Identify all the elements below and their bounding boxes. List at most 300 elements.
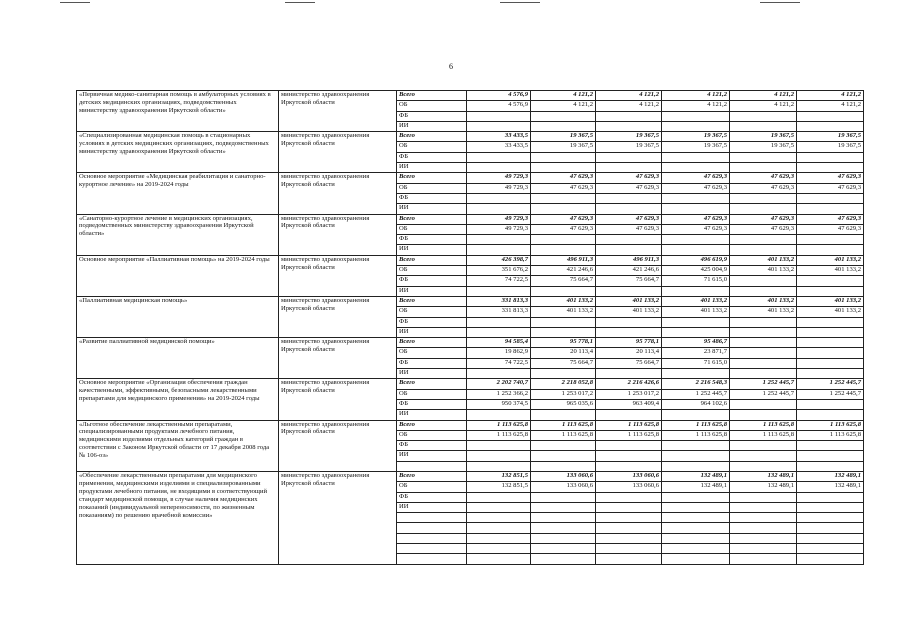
amount-cell: 1 113 625,8 [596, 420, 662, 430]
funding-source-label: Всего [397, 296, 467, 306]
amount-cell: 401 133,2 [797, 255, 864, 265]
amount-cell: 4 121,2 [531, 101, 596, 111]
amount-cell: 950 374,5 [467, 399, 531, 409]
amount-cell [797, 327, 864, 337]
funding-source-label: ОБ [397, 142, 467, 152]
funding-source-label: ОБ [397, 101, 467, 111]
amount-cell [467, 204, 531, 214]
empty-cell [730, 513, 797, 523]
amount-cell [662, 410, 730, 420]
amount-cell [467, 245, 531, 255]
measure-description: Основное мероприятие «Организация обеспечения граждан качественными, эффективными, безопасными лекарственными препаратами для медицинского применения» на 2019-2024 годы [77, 379, 279, 420]
amount-cell [467, 111, 531, 121]
responsible-executor: министерство здравоохранения Иркутской области [279, 214, 397, 255]
amount-cell: 1 113 625,8 [797, 420, 864, 430]
amount-cell: 401 133,2 [797, 307, 864, 317]
amount-cell: 75 664,7 [596, 276, 662, 286]
amount-cell: 19 367,5 [662, 132, 730, 142]
amount-cell: 47 629,3 [730, 214, 797, 224]
amount-cell: 2 202 740,7 [467, 379, 531, 389]
empty-cell [397, 523, 467, 533]
amount-cell [730, 121, 797, 131]
empty-cell [662, 513, 730, 523]
amount-cell: 19 367,5 [797, 132, 864, 142]
responsible-executor: министерство здравоохранения Иркутской области [279, 91, 397, 132]
amount-cell: 4 121,2 [797, 91, 864, 101]
amount-cell [797, 358, 864, 368]
amount-cell [596, 502, 662, 512]
amount-cell: 401 133,2 [730, 266, 797, 276]
empty-cell [467, 533, 531, 543]
amount-cell [596, 111, 662, 121]
funding-source-label: ОБ [397, 348, 467, 358]
empty-cell [397, 461, 467, 471]
empty-cell [531, 461, 596, 471]
amount-cell [797, 235, 864, 245]
amount-cell [797, 152, 864, 162]
amount-cell: 1 252 445,7 [730, 379, 797, 389]
amount-cell [467, 492, 531, 502]
table-row [77, 132, 864, 142]
funding-source-label: ИИ [397, 410, 467, 420]
amount-cell: 47 629,3 [730, 224, 797, 234]
amount-cell [531, 502, 596, 512]
amount-cell: 132 851,5 [467, 471, 531, 481]
table-row [77, 379, 864, 389]
amount-cell: 1 253 017,2 [531, 389, 596, 399]
amount-cell: 4 121,2 [531, 91, 596, 101]
empty-cell [596, 523, 662, 533]
amount-cell: 133 060,6 [596, 471, 662, 481]
amount-cell: 19 367,5 [662, 142, 730, 152]
amount-cell: 4 121,2 [596, 91, 662, 101]
funding-source-label: ФБ [397, 317, 467, 327]
responsible-executor: министерство здравоохранения Иркутской области [279, 173, 397, 214]
amount-cell [596, 327, 662, 337]
amount-cell: 401 133,2 [730, 296, 797, 306]
empty-cell [797, 523, 864, 533]
amount-cell: 425 004,9 [662, 266, 730, 276]
funding-source-label: ОБ [397, 224, 467, 234]
amount-cell: 47 629,3 [531, 173, 596, 183]
amount-cell: 19 367,5 [531, 142, 596, 152]
amount-cell [467, 286, 531, 296]
funding-source-label: Всего [397, 338, 467, 348]
funding-source-label: Всего [397, 214, 467, 224]
amount-cell: 33 433,5 [467, 142, 531, 152]
amount-cell [662, 163, 730, 173]
amount-cell [797, 441, 864, 451]
amount-cell: 49 729,3 [467, 214, 531, 224]
funding-source-label: ИИ [397, 502, 467, 512]
amount-cell [662, 317, 730, 327]
amount-cell: 401 133,2 [797, 296, 864, 306]
amount-cell: 401 133,2 [531, 307, 596, 317]
page-number: 6 [449, 62, 453, 71]
amount-cell: 133 060,6 [596, 482, 662, 492]
amount-cell: 496 911,3 [531, 255, 596, 265]
amount-cell: 351 676,2 [467, 266, 531, 276]
measure-description: «Льготное обеспечение лекарственными препаратами, специализированными продуктами лечебного питания, медицинскими изделиями отдельных категорий граждан в соответствии с Законом Иркутской области от 17 декабря 2008 года № 106-оз» [77, 420, 279, 471]
measure-description: Основное мероприятие «Паллиативная помощь» на 2019-2024 годы [77, 255, 279, 296]
responsible-executor: министерство здравоохранения Иркутской области [279, 338, 397, 379]
amount-cell [730, 358, 797, 368]
amount-cell: 1 252 366,2 [467, 389, 531, 399]
empty-cell [662, 554, 730, 564]
funding-source-label: ИИ [397, 121, 467, 131]
amount-cell [662, 327, 730, 337]
amount-cell [730, 276, 797, 286]
amount-cell: 47 629,3 [596, 224, 662, 234]
amount-cell [596, 152, 662, 162]
amount-cell: 2 216 426,6 [596, 379, 662, 389]
amount-cell [531, 121, 596, 131]
amount-cell [467, 152, 531, 162]
amount-cell: 20 113,4 [596, 348, 662, 358]
amount-cell: 20 113,4 [531, 348, 596, 358]
amount-cell: 47 629,3 [596, 214, 662, 224]
funding-source-label: ОБ [397, 266, 467, 276]
funding-source-label: Всего [397, 132, 467, 142]
amount-cell: 401 133,2 [730, 255, 797, 265]
empty-cell [797, 513, 864, 523]
amount-cell [467, 327, 531, 337]
amount-cell [797, 338, 864, 348]
funding-source-label: ИИ [397, 204, 467, 214]
amount-cell: 4 121,2 [662, 101, 730, 111]
amount-cell: 47 629,3 [730, 173, 797, 183]
empty-cell [596, 554, 662, 564]
amount-cell: 401 133,2 [531, 296, 596, 306]
empty-cell [596, 461, 662, 471]
empty-cell [662, 533, 730, 543]
amount-cell: 421 246,6 [531, 266, 596, 276]
funding-source-label: ИИ [397, 286, 467, 296]
amount-cell: 496 911,3 [596, 255, 662, 265]
funding-source-label: ОБ [397, 482, 467, 492]
funding-table [76, 90, 864, 565]
amount-cell [797, 163, 864, 173]
amount-cell [531, 245, 596, 255]
amount-cell: 47 629,3 [531, 214, 596, 224]
funding-source-label: ОБ [397, 389, 467, 399]
empty-cell [397, 533, 467, 543]
amount-cell [730, 369, 797, 379]
amount-cell [662, 152, 730, 162]
amount-cell [662, 111, 730, 121]
amount-cell [662, 121, 730, 131]
amount-cell: 331 813,3 [467, 296, 531, 306]
amount-cell [596, 245, 662, 255]
amount-cell [730, 338, 797, 348]
empty-cell [531, 523, 596, 533]
amount-cell: 2 218 052,8 [531, 379, 596, 389]
funding-source-label: ИИ [397, 163, 467, 173]
amount-cell [662, 245, 730, 255]
responsible-executor: министерство здравоохранения Иркутской области [279, 471, 397, 564]
amount-cell [531, 111, 596, 121]
empty-cell [730, 523, 797, 533]
amount-cell [730, 327, 797, 337]
table-row [77, 338, 864, 348]
amount-cell [531, 327, 596, 337]
amount-cell [596, 286, 662, 296]
funding-source-label: ОБ [397, 183, 467, 193]
amount-cell: 4 121,2 [730, 91, 797, 101]
amount-cell [730, 235, 797, 245]
measure-description: «Санаторно-курортное лечение в медицинских организациях, подведомственных министерству здравоохранения Иркутской области» [77, 214, 279, 255]
amount-cell: 47 629,3 [531, 224, 596, 234]
amount-cell: 71 615,0 [662, 276, 730, 286]
amount-cell: 421 246,6 [596, 266, 662, 276]
amount-cell [730, 348, 797, 358]
amount-cell: 401 133,2 [797, 266, 864, 276]
amount-cell: 426 398,7 [467, 255, 531, 265]
empty-cell [596, 513, 662, 523]
amount-cell: 47 629,3 [662, 173, 730, 183]
amount-cell [596, 441, 662, 451]
funding-source-label: Всего [397, 91, 467, 101]
amount-cell: 1 252 445,7 [730, 389, 797, 399]
amount-cell: 47 629,3 [662, 183, 730, 193]
amount-cell [596, 451, 662, 461]
amount-cell: 132 851,5 [467, 482, 531, 492]
amount-cell [467, 369, 531, 379]
table-row [77, 296, 864, 306]
funding-source-label: ФБ [397, 358, 467, 368]
amount-cell [662, 441, 730, 451]
amount-cell [531, 235, 596, 245]
amount-cell: 19 367,5 [797, 142, 864, 152]
empty-cell [531, 533, 596, 543]
amount-cell [730, 193, 797, 203]
amount-cell [730, 492, 797, 502]
funding-source-label: ФБ [397, 235, 467, 245]
amount-cell: 47 629,3 [596, 173, 662, 183]
amount-cell: 496 619,9 [662, 255, 730, 265]
measure-description: «Развитие паллиативной медицинской помощи» [77, 338, 279, 379]
empty-cell [531, 554, 596, 564]
amount-cell [596, 163, 662, 173]
empty-cell [397, 554, 467, 564]
empty-cell [596, 533, 662, 543]
amount-cell [730, 204, 797, 214]
amount-cell: 1 113 625,8 [467, 420, 531, 430]
funding-source-label: Всего [397, 379, 467, 389]
amount-cell: 33 433,5 [467, 132, 531, 142]
table-row [77, 91, 864, 101]
amount-cell [467, 235, 531, 245]
funding-source-label: Всего [397, 255, 467, 265]
amount-cell: 132 489,1 [730, 471, 797, 481]
amount-cell [797, 369, 864, 379]
amount-cell: 132 489,1 [797, 482, 864, 492]
amount-cell [730, 399, 797, 409]
amount-cell: 47 629,3 [662, 224, 730, 234]
amount-cell: 19 367,5 [730, 132, 797, 142]
funding-source-label: ФБ [397, 111, 467, 121]
funding-source-label: ФБ [397, 492, 467, 502]
amount-cell: 401 133,2 [596, 296, 662, 306]
amount-cell [531, 193, 596, 203]
amount-cell: 401 133,2 [662, 296, 730, 306]
amount-cell [467, 441, 531, 451]
amount-cell: 401 133,2 [730, 307, 797, 317]
amount-cell [662, 235, 730, 245]
amount-cell [596, 193, 662, 203]
empty-cell [467, 544, 531, 554]
amount-cell [531, 152, 596, 162]
amount-cell [730, 286, 797, 296]
amount-cell [662, 451, 730, 461]
empty-cell [467, 554, 531, 564]
amount-cell: 95 778,1 [531, 338, 596, 348]
amount-cell [797, 286, 864, 296]
funding-source-label: ИИ [397, 369, 467, 379]
page-top-edge-marks [0, 0, 905, 6]
empty-cell [531, 544, 596, 554]
amount-cell: 401 133,2 [662, 307, 730, 317]
amount-cell [662, 492, 730, 502]
amount-cell: 132 489,1 [730, 482, 797, 492]
amount-cell: 19 862,9 [467, 348, 531, 358]
amount-cell: 1 252 445,7 [662, 389, 730, 399]
amount-cell: 47 629,3 [596, 183, 662, 193]
empty-cell [730, 544, 797, 554]
amount-cell: 1 113 625,8 [730, 430, 797, 440]
amount-cell [730, 111, 797, 121]
empty-cell [797, 554, 864, 564]
amount-cell: 1 252 445,7 [797, 389, 864, 399]
funding-source-label: Всего [397, 471, 467, 481]
amount-cell: 49 729,3 [467, 224, 531, 234]
measure-description: «Специализированная медицинская помощь в стационарных условиях в детских медицинских организациях, подведомственных министерству здравоохранения Иркутской области» [77, 132, 279, 173]
empty-cell [662, 461, 730, 471]
funding-source-label: ФБ [397, 276, 467, 286]
funding-source-label: ИИ [397, 451, 467, 461]
amount-cell: 1 113 625,8 [730, 420, 797, 430]
amount-cell [531, 317, 596, 327]
amount-cell [730, 317, 797, 327]
amount-cell [596, 369, 662, 379]
amount-cell: 49 729,3 [467, 173, 531, 183]
amount-cell [797, 348, 864, 358]
amount-cell: 965 035,6 [531, 399, 596, 409]
amount-cell: 47 629,3 [797, 183, 864, 193]
amount-cell [797, 451, 864, 461]
amount-cell: 4 121,2 [662, 91, 730, 101]
empty-cell [797, 544, 864, 554]
empty-cell [662, 523, 730, 533]
amount-cell: 1 113 625,8 [662, 430, 730, 440]
empty-cell [730, 533, 797, 543]
empty-cell [730, 461, 797, 471]
amount-cell [467, 451, 531, 461]
amount-cell: 75 664,7 [531, 276, 596, 286]
amount-cell: 23 871,7 [662, 348, 730, 358]
amount-cell [730, 441, 797, 451]
amount-cell [596, 492, 662, 502]
table-row [77, 214, 864, 224]
amount-cell: 75 664,7 [596, 358, 662, 368]
amount-cell: 94 585,4 [467, 338, 531, 348]
amount-cell [531, 369, 596, 379]
funding-source-label: ИИ [397, 327, 467, 337]
amount-cell [730, 152, 797, 162]
amount-cell [531, 163, 596, 173]
empty-cell [531, 513, 596, 523]
amount-cell [467, 121, 531, 131]
funding-source-label: ФБ [397, 193, 467, 203]
amount-cell: 4 121,2 [596, 101, 662, 111]
empty-cell [662, 544, 730, 554]
amount-cell [797, 111, 864, 121]
amount-cell: 133 060,6 [531, 471, 596, 481]
amount-cell [467, 163, 531, 173]
amount-cell: 1 113 625,8 [662, 420, 730, 430]
measure-description: «Обеспечение лекарственными препаратами для медицинского применения, медицинскими изделиями и специализированными продуктами лечебного питания, не входящими в соответствующий стандарт медицинской помощи, в случае наличия медицинских показаний (индивидуальной непереносимости, по жизненным показаниям) по решению врачебной комиссии» [77, 471, 279, 564]
amount-cell [662, 502, 730, 512]
amount-cell [531, 204, 596, 214]
funding-source-label: ФБ [397, 152, 467, 162]
amount-cell [596, 235, 662, 245]
amount-cell [730, 245, 797, 255]
amount-cell [662, 204, 730, 214]
amount-cell: 49 729,3 [467, 183, 531, 193]
amount-cell [467, 193, 531, 203]
funding-source-label: ОБ [397, 307, 467, 317]
amount-cell [531, 441, 596, 451]
amount-cell: 47 629,3 [662, 214, 730, 224]
amount-cell: 331 813,3 [467, 307, 531, 317]
amount-cell: 71 615,0 [662, 358, 730, 368]
amount-cell: 47 629,3 [797, 214, 864, 224]
amount-cell: 95 778,1 [596, 338, 662, 348]
empty-cell [797, 533, 864, 543]
amount-cell: 1 113 625,8 [596, 430, 662, 440]
amount-cell: 132 489,1 [662, 471, 730, 481]
amount-cell: 132 489,1 [797, 471, 864, 481]
amount-cell [467, 502, 531, 512]
amount-cell: 19 367,5 [531, 132, 596, 142]
table-row [77, 420, 864, 430]
amount-cell: 47 629,3 [730, 183, 797, 193]
funding-source-label: ФБ [397, 399, 467, 409]
amount-cell: 47 629,3 [797, 173, 864, 183]
amount-cell: 1 253 017,2 [596, 389, 662, 399]
amount-cell [730, 451, 797, 461]
responsible-executor: министерство здравоохранения Иркутской области [279, 379, 397, 420]
amount-cell [596, 204, 662, 214]
amount-cell [596, 317, 662, 327]
responsible-executor: министерство здравоохранения Иркутской области [279, 255, 397, 296]
amount-cell [730, 410, 797, 420]
amount-cell [531, 410, 596, 420]
amount-cell: 4 576,9 [467, 91, 531, 101]
amount-cell: 132 489,1 [662, 482, 730, 492]
amount-cell: 401 133,2 [596, 307, 662, 317]
amount-cell [730, 163, 797, 173]
amount-cell: 4 121,2 [797, 101, 864, 111]
amount-cell [531, 492, 596, 502]
amount-cell: 1 113 625,8 [531, 420, 596, 430]
empty-cell [467, 523, 531, 533]
table-row [77, 255, 864, 265]
amount-cell [662, 193, 730, 203]
table-row [77, 471, 864, 481]
amount-cell [797, 204, 864, 214]
amount-cell: 19 367,5 [730, 142, 797, 152]
